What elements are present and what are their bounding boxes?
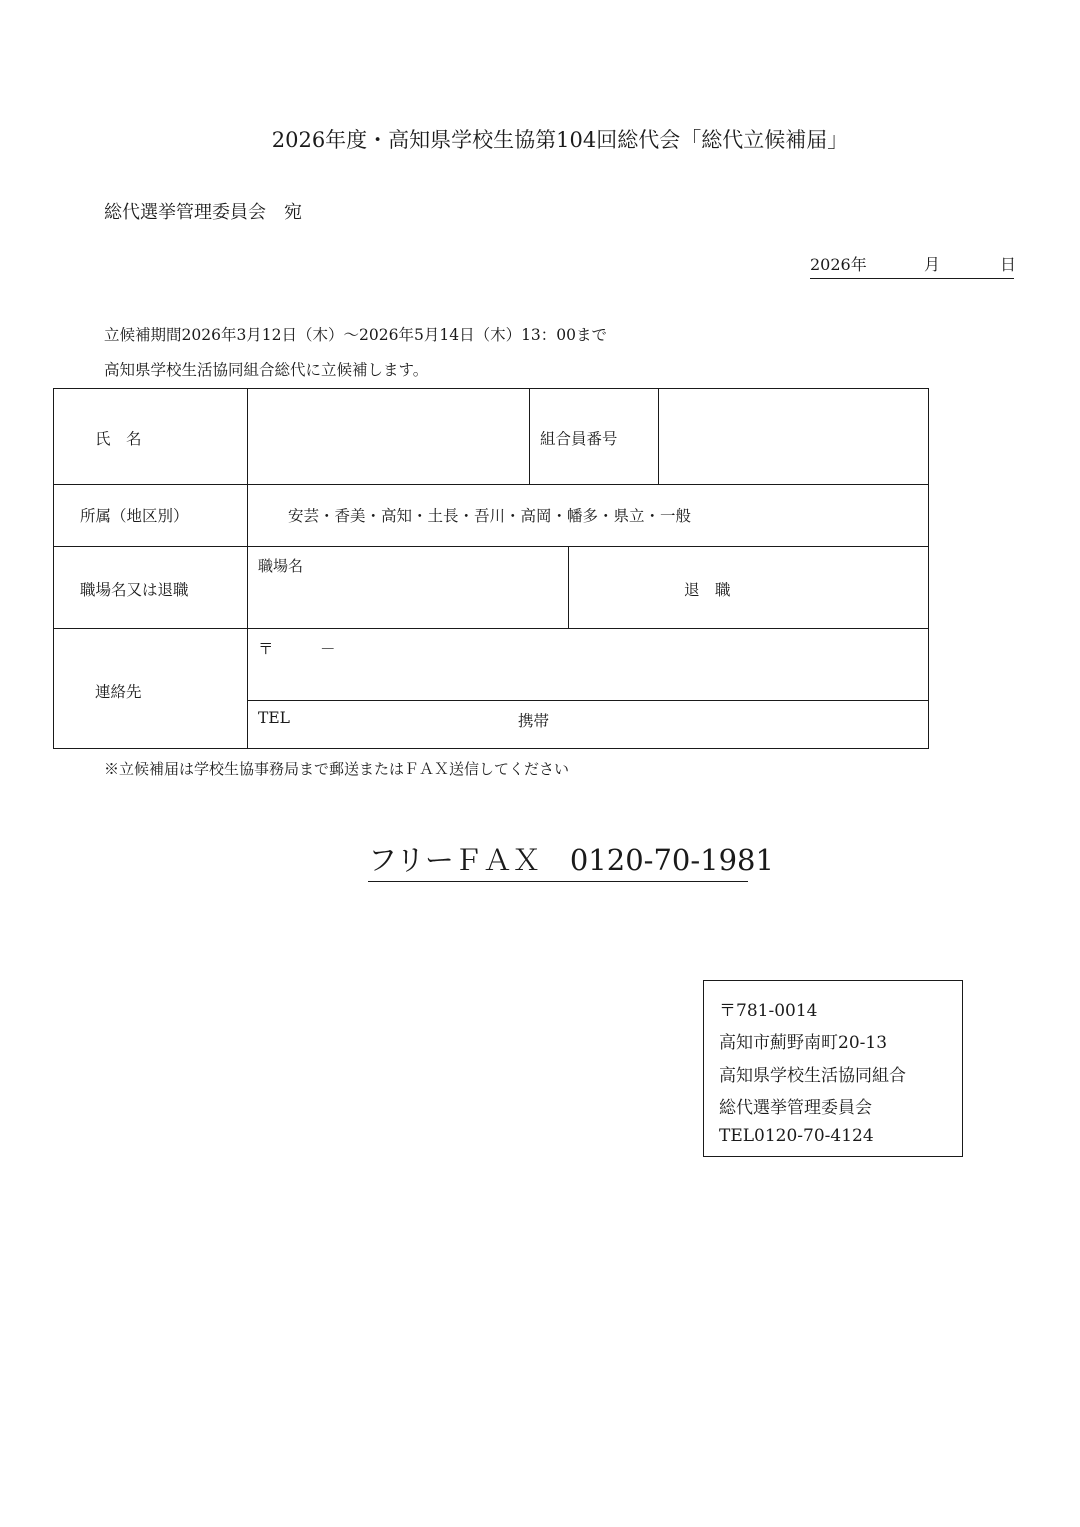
member-number-input[interactable] [661, 391, 925, 481]
retired-option[interactable]: 退 職 [684, 581, 731, 599]
date-day: 日 [1000, 255, 1017, 274]
date-year: 2026年 [810, 255, 867, 274]
free-fax-number: フリーＦＡＸ 0120-70-1981 [368, 838, 748, 882]
address-tel: TEL0120-70-4124 [719, 1126, 874, 1146]
address-committee: 総代選挙管理委員会 [719, 1098, 872, 1118]
date-month: 月 [924, 255, 941, 274]
column-divider [247, 389, 248, 748]
affiliation-label: 所属（地区別） [80, 507, 189, 525]
row-divider [54, 628, 928, 629]
candidacy-form-table [53, 388, 929, 749]
row-divider [247, 700, 928, 701]
submission-note: ※立候補届は学校生協事務局まで郵送またはＦＡＸ送信してください [104, 760, 570, 778]
postal-dash: － [320, 640, 336, 658]
column-divider [568, 546, 569, 628]
affiliation-options[interactable]: 安芸・香美・高知・土長・吾川・高岡・幡多・県立・一般 [288, 507, 692, 525]
contact-label: 連絡先 [95, 683, 142, 701]
row-divider [54, 546, 928, 547]
addressee: 総代選挙管理委員会 宛 [104, 202, 302, 223]
address-postal-code: 〒781-0014 [719, 1001, 818, 1021]
column-divider [529, 389, 530, 484]
mailing-address-box [703, 980, 963, 1157]
row-divider [54, 484, 928, 485]
workplace-name-label: 職場名 [258, 557, 304, 575]
date-field[interactable] [810, 252, 1017, 279]
name-input[interactable] [250, 391, 526, 481]
document-title: 2026年度・高知県学校生協第104回総代会「総代立候補届」 [271, 128, 849, 152]
workplace-label: 職場名又は退職 [80, 581, 189, 599]
column-divider [658, 389, 659, 484]
candidacy-statement: 高知県学校生活協同組合総代に立候補します。 [104, 361, 429, 379]
address-organization: 高知県学校生活協同組合 [719, 1066, 906, 1086]
name-label: 氏 名 [95, 430, 142, 448]
member-number-label: 組合員番号 [540, 430, 618, 448]
postal-mark: 〒 [258, 640, 274, 658]
workplace-name-input[interactable] [250, 575, 565, 625]
address-input[interactable] [250, 657, 925, 697]
tel-label: TEL [258, 709, 290, 727]
mobile-label: 携帯 [518, 712, 550, 730]
candidacy-period: 立候補期間2026年3月12日（木）～2026年5月14日（木）13：00まで [104, 326, 608, 344]
address-street: 高知市薊野南町20-13 [719, 1033, 888, 1053]
